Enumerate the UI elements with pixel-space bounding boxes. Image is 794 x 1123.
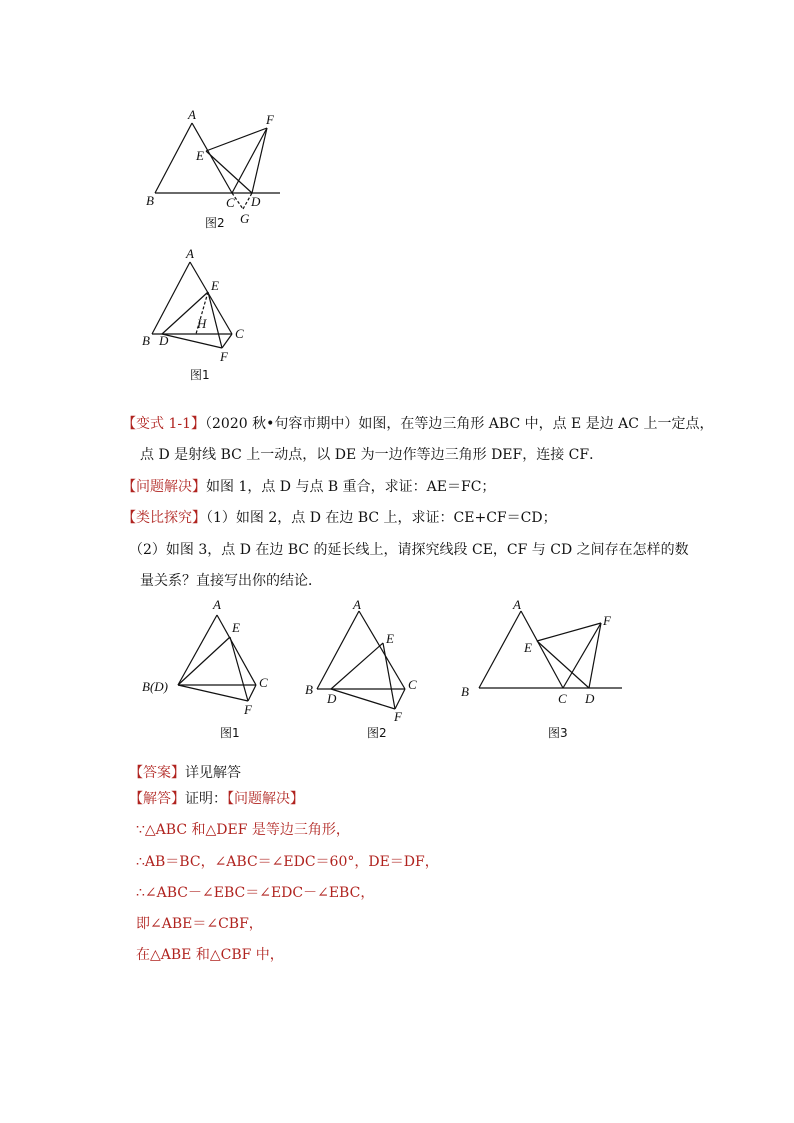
solution-step-3 — [136, 883, 374, 903]
part1-text: 如图 1，点 D 与点 B 重合，求证：AE＝FC； — [206, 479, 496, 495]
solution-step-2 — [136, 852, 439, 872]
part3-text-b: 量关系？直接写出你的结论． — [140, 573, 322, 589]
part2-text: （1）如图 2，点 D 在边 BC 上，求证：CE+CF＝CD； — [206, 510, 557, 526]
label-c: C — [226, 195, 235, 210]
label-d: D — [585, 691, 595, 706]
label-d: D — [251, 194, 261, 209]
figure-caption: 图2 — [367, 726, 387, 740]
problem-part-3a — [129, 540, 689, 560]
answer-tag: 【答案】 — [129, 765, 185, 781]
answer-text: 详见解答 — [185, 765, 241, 781]
part2-tag: 【类比探究】 — [122, 510, 206, 526]
label-a: A — [188, 107, 196, 122]
figure-caption: 图1 — [190, 368, 210, 382]
problem-line-2 — [140, 445, 603, 465]
label-b: B — [142, 333, 150, 348]
problem-text-1: （2020 秋•句容市期中）如图，在等边三角形 ABC 中，点 E 是边 AC 上一定点， — [205, 416, 714, 432]
label-a: A — [353, 597, 361, 612]
answer-line — [129, 763, 241, 783]
label-e: E — [211, 278, 219, 293]
label-f: F — [220, 349, 228, 364]
step-text: 即∠ABE＝∠CBF， — [136, 916, 263, 932]
figure-row-1 — [140, 597, 280, 742]
label-e: E — [524, 640, 532, 655]
figure-top-2 — [140, 105, 290, 230]
label-d: D — [327, 691, 337, 706]
solution-step-5 — [136, 945, 284, 965]
solution-line — [129, 789, 304, 809]
problem-part-3b — [140, 571, 322, 591]
problem-tag: 【变式 1-1】 — [122, 416, 205, 432]
figure-caption: 图1 — [220, 726, 240, 740]
label-a: A — [513, 597, 521, 612]
figure-row-3-svg — [457, 597, 627, 742]
label-a: A — [186, 246, 194, 261]
label-h: H — [197, 316, 207, 331]
solution-subtag: 【问题解决】 — [227, 791, 304, 807]
figure-row-2-svg — [303, 597, 433, 742]
label-b: B — [305, 682, 313, 697]
label-d: D — [159, 333, 169, 348]
problem-text-2: 点 D 是射线 BC 上一动点，以 DE 为一边作等边三角形 DEF，连接 CF． — [140, 447, 604, 463]
problem-line-1 — [122, 414, 713, 434]
problem-part-2 — [122, 508, 557, 528]
label-g: G — [240, 211, 250, 226]
label-f: F — [266, 112, 274, 127]
figure-caption: 图3 — [548, 726, 568, 740]
problem-part-1 — [122, 477, 495, 497]
label-c: C — [235, 326, 244, 341]
figure-top-1-svg — [140, 248, 260, 383]
label-a: A — [213, 597, 221, 612]
solution-tag: 【解答】 — [129, 791, 185, 807]
part3-text-a: （2）如图 3，点 D 在边 BC 的延长线上，请探究线段 CE，CF 与 CD 之间存在怎样的数 — [129, 542, 689, 558]
label-e: E — [196, 148, 204, 163]
label-f: F — [603, 613, 611, 628]
figure-top-1 — [140, 248, 260, 383]
label-c: C — [408, 677, 417, 692]
label-f: F — [244, 702, 252, 717]
label-e: E — [386, 631, 394, 646]
figure-top-2-svg — [140, 105, 290, 230]
label-e: E — [232, 620, 240, 635]
figure-row-1-svg — [140, 597, 280, 742]
label-c: C — [558, 691, 567, 706]
solution-step-4 — [136, 914, 263, 934]
step-text: 在△ABE 和△CBF 中， — [136, 947, 284, 963]
figure-row-2 — [303, 597, 433, 742]
label-b: B — [146, 193, 154, 208]
label-b: B — [461, 684, 469, 699]
solution-step-1 — [136, 820, 350, 840]
label-f: F — [394, 709, 402, 724]
step-text: ∴AB＝BC，∠ABC＝∠EDC＝60°，DE＝DF， — [136, 854, 439, 870]
label-c: C — [259, 675, 268, 690]
label-bd: B(D) — [142, 679, 168, 694]
figure-caption: 图2 — [205, 216, 225, 230]
step-text: ∴∠ABC－∠EBC＝∠EDC－∠EBC， — [136, 885, 375, 901]
part1-tag: 【问题解决】 — [122, 479, 206, 495]
figure-row-3 — [457, 597, 627, 742]
solution-text: 证明： — [185, 791, 227, 807]
step-text: ∵△ABC 和△DEF 是等边三角形， — [136, 822, 350, 838]
